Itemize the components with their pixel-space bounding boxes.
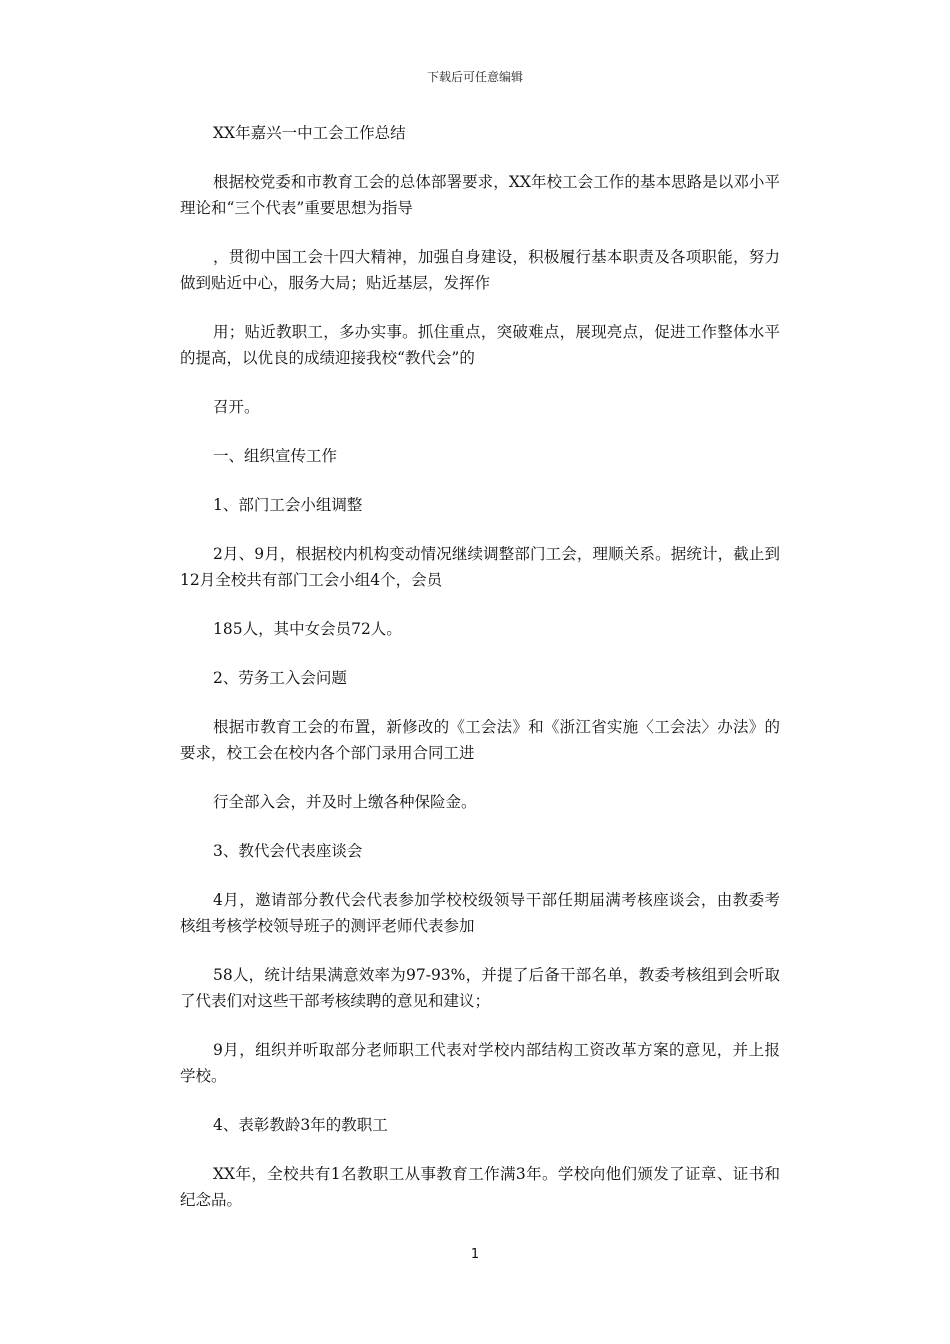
- section-heading: 一、组织宣传工作: [213, 447, 338, 465]
- paragraph: 根据校党委和市教育工会的总体部署要求，XX年校工会工作的基本思路是以邓小平理论和“三个代表”重要思想为指导: [180, 173, 780, 217]
- paragraph: 9月，组织并听取部分老师职工代表对学校内部结构工资改革方案的意见，并上报学校。: [180, 1041, 780, 1085]
- paragraph: 根据市教育工会的布置，新修改的《工会法》和《浙江省实施〈工会法〉办法》的要求，校工会在校内各个部门录用合同工进: [180, 718, 780, 762]
- paragraph: 185人，其中女会员72人。: [213, 620, 402, 638]
- paragraph: 行全部入会，并及时上缴各种保险金。: [213, 793, 477, 811]
- paragraph: 召开。: [213, 398, 260, 416]
- paragraph: XX年，全校共有1名教职工从事教育工作满3年。学校向他们颁发了证章、证书和纪念品。: [180, 1165, 780, 1209]
- subsection-heading: 3、教代会代表座谈会: [213, 842, 363, 860]
- subsection-heading: 2、劳务工入会问题: [213, 669, 347, 687]
- document-body: [180, 120, 780, 1236]
- subsection-heading: 4、表彰教龄3年的教职工: [213, 1116, 388, 1134]
- paragraph: 4月，邀请部分教代会代表参加学校校级领导干部任期届满考核座谈会，由教委考核组考核学校领导班子的测评老师代表参加: [180, 891, 780, 935]
- document-title: XX年嘉兴一中工会工作总结: [213, 124, 406, 142]
- paragraph: ，贯彻中国工会十四大精神，加强自身建设，积极履行基本职责及各项职能，努力做到贴近中心，服务大局；贴近基层，发挥作: [180, 248, 780, 292]
- header-note: 下载后可任意编辑: [426, 70, 523, 84]
- subsection-heading: 1、部门工会小组调整: [213, 496, 363, 514]
- page-number: 1: [470, 1247, 480, 1262]
- paragraph: 用；贴近教职工，多办实事。抓住重点，突破难点，展现亮点，促进工作整体水平的提高，以优良的成绩迎接我校“教代会”的: [180, 323, 780, 367]
- paragraph: 2月、9月，根据校内机构变动情况继续调整部门工会，理顺关系。据统计，截止到12月全校共有部门工会小组4个，会员: [180, 545, 780, 589]
- paragraph: 58人，统计结果满意效率为97-93%，并提了后备干部名单，教委考核组到会听取了代表们对这些干部考核续聘的意见和建议；: [180, 966, 780, 1010]
